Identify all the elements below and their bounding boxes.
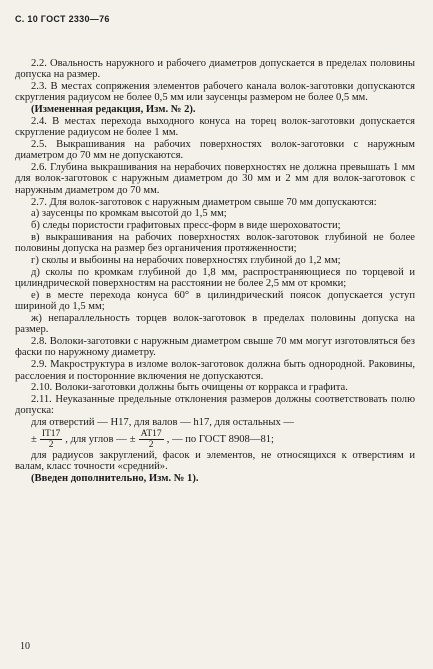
tolerance-formula	[31, 429, 415, 450]
formula-text-middle: , для углов —	[65, 433, 127, 445]
amendment-note: (Измененная редакция, Изм. № 2).	[31, 104, 196, 116]
fraction-denominator: 2	[148, 440, 154, 450]
paragraph-2-5: 2.5. Выкрашивания на рабочих поверхностях волок-заготовки с наружным диаметром до 70 мм не допускаются.	[15, 139, 415, 162]
paragraph-2-8: 2.8. Волоки-заготовки с наружным диаметром свыше 70 мм могут изготовляться без фаски по наружному диаметру.	[15, 336, 415, 359]
fraction-denominator: 2	[48, 440, 54, 450]
list-item-d: д) сколы по кромкам глубиной до 1,8 мм, распространяющиеся по торцевой и цилиндрической поверхностям на расстоянии не более 2,5 мм от кромки;	[15, 266, 415, 290]
paragraph-2-3: 2.3. В местах сопряжения элементов рабочего канала волок-заготовки допускаются скругления радиусом не более 0,5 мм или заусенцы размером не более 0,5 мм.	[15, 81, 415, 104]
list-item-v: в) выкрашивания на рабочих поверхностях волок-заготовок глубиной не более половины допуска на размер без органичения протяженности;	[15, 231, 415, 255]
list-item-g: г) сколы и выбоины на нерабочих поверхностях глубиной до 1,2 мм;	[31, 255, 341, 267]
paragraph-2-10: 2.10. Волоки-заготовки должны быть очищены от корракса и графита.	[31, 382, 348, 394]
list-item-a: а) заусенцы по кромкам высотой до 1,5 мм;	[31, 208, 227, 220]
list-item-e: е) в месте перехода конуса 60° в цилиндрический поясок допускается уступ шириной до 1,5 мм;	[15, 289, 415, 313]
fraction-numerator: AT17	[140, 429, 162, 439]
fraction-it17	[40, 429, 62, 450]
paragraph-2-7: 2.7. Для волок-заготовок с наружным диаметром свыше 70 мм допускаются:	[31, 196, 377, 208]
plus-minus-sign: ±	[129, 433, 136, 445]
paragraph-2-11: 2.11. Неуказанные предельные отклонения размеров должны соответствовать полю допуска:	[15, 394, 415, 417]
page-number: 10	[20, 641, 30, 652]
page-header: С. 10 ГОСТ 2330—76	[15, 14, 110, 24]
paragraph-2-2: 2.2. Овальность наружного и рабочего диаметров допускается в пределах половины допуска на размер.	[15, 58, 415, 81]
plus-minus-sign: ±	[31, 433, 37, 445]
paragraph-2-4: 2.4. В местах перехода выходного конуса на торец волок-заготовки допускается скругление радиусом не более 1 мм.	[15, 115, 415, 139]
tolerance-line: для отверстий — Н17, для валов — h17, для остальных —	[31, 417, 295, 429]
paragraph-2-6: 2.6. Глубина выкрашивания на нерабочих поверхностях не должна превышать 1 мм для волок-заготовок с наружным диаметром до 30 мм и 2 мм для волок-заготовок с наружным диаметром до 70 мм.	[15, 162, 415, 196]
formula-text-end: , — по ГОСТ 8908—81;	[166, 433, 274, 445]
document-body	[15, 58, 415, 485]
closing-amendment-note: (Введен дополнительно, Изм. № 1).	[31, 473, 199, 485]
list-item-zh: ж) непараллельность торцев волок-заготовок в пределах половины допуска на размер.	[15, 313, 415, 336]
closing-paragraph: для радиусов закруглений, фасок и элементов, не относящихся к отверстиям и валам, класс точности «средний».	[15, 450, 415, 473]
paragraph-2-9: 2.9. Макроструктура в изломе волок-заготовок должна быть однородной. Раковины, расслоения и посторонние включения не допускаются.	[15, 359, 415, 382]
fraction-at17	[139, 429, 164, 450]
fraction-numerator: IT17	[41, 429, 61, 439]
list-item-b: б) следы пористости графитовых пресс-форм в виде шероховатости;	[31, 220, 341, 232]
